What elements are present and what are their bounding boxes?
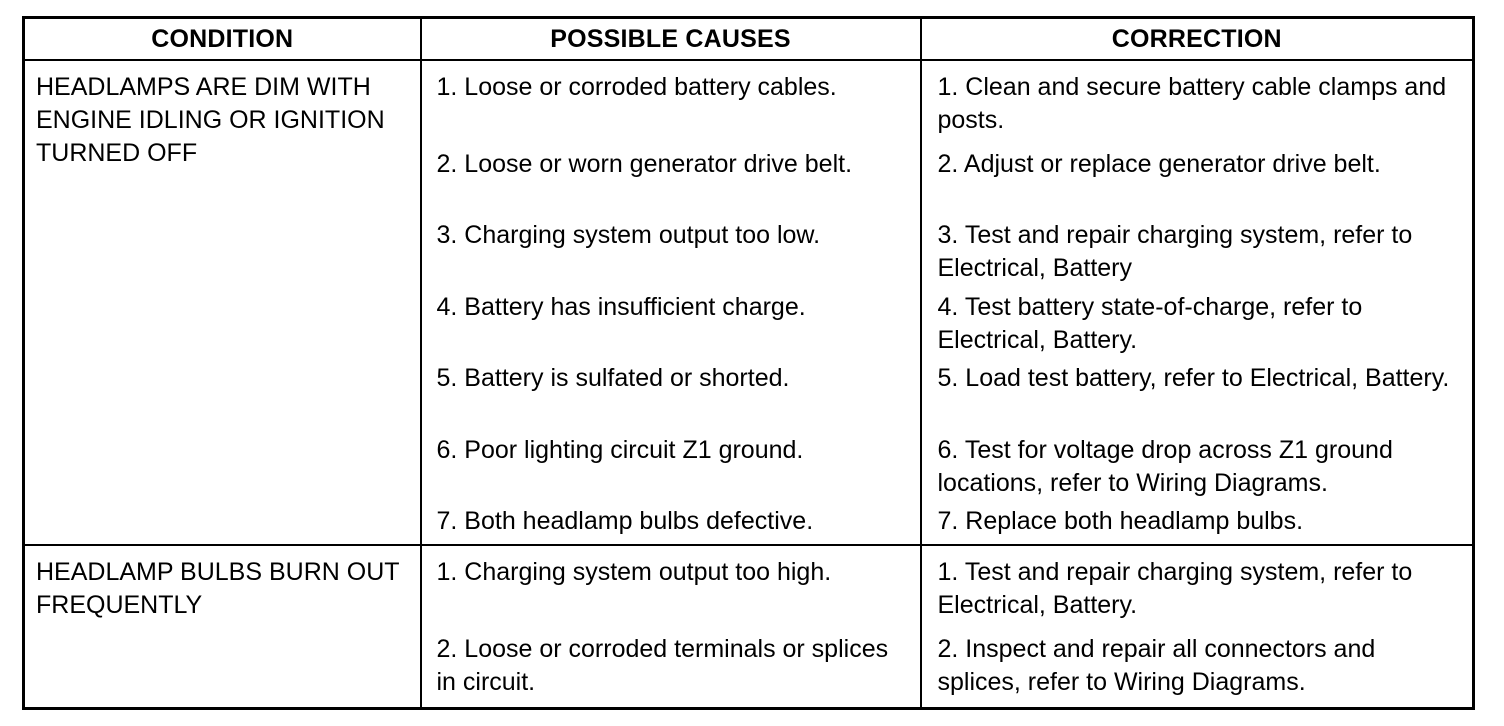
correction-cell: 1. Clean and secure battery cable clamps and posts. xyxy=(921,60,1474,148)
condition-cell: HEADLAMP BULBS BURN OUT FREQUENTLY xyxy=(24,545,421,708)
correction-cell: 1. Test and repair charging system, refer to Electrical, Battery. xyxy=(921,545,1474,633)
correction-cell: 5. Load test battery, refer to Electrical, Battery. xyxy=(921,362,1474,434)
cause-cell: 3. Charging system output too low. xyxy=(421,219,921,291)
table-body xyxy=(24,60,1474,709)
condition-cell: HEADLAMPS ARE DIM WITH ENGINE IDLING OR IGNITION TURNED OFF xyxy=(24,60,421,545)
correction-cell: 2. Inspect and repair all connectors and splices, refer to Wiring Diagrams. xyxy=(921,633,1474,708)
diagnosis-table xyxy=(22,16,1475,710)
header-correction: CORRECTION xyxy=(921,18,1474,61)
table-row xyxy=(24,545,1474,633)
table-header xyxy=(24,18,1474,61)
cause-cell: 6. Poor lighting circuit Z1 ground. xyxy=(421,434,921,505)
cause-cell: 5. Battery is sulfated or shorted. xyxy=(421,362,921,434)
header-condition: CONDITION xyxy=(24,18,421,61)
correction-cell: 3. Test and repair charging system, refer to Electrical, Battery xyxy=(921,219,1474,291)
cause-cell: 7. Both headlamp bulbs defective. xyxy=(421,505,921,546)
correction-cell: 4. Test battery state-of-charge, refer to Electrical, Battery. xyxy=(921,291,1474,362)
cause-cell: 1. Charging system output too high. xyxy=(421,545,921,633)
cause-cell: 4. Battery has insufficient charge. xyxy=(421,291,921,362)
correction-cell: 2. Adjust or replace generator drive belt. xyxy=(921,148,1474,219)
correction-cell: 6. Test for voltage drop across Z1 ground locations, refer to Wiring Diagrams. xyxy=(921,434,1474,505)
header-row xyxy=(24,18,1474,61)
cause-cell: 2. Loose or corroded terminals or splices in circuit. xyxy=(421,633,921,708)
header-possible-causes: POSSIBLE CAUSES xyxy=(421,18,921,61)
correction-cell: 7. Replace both headlamp bulbs. xyxy=(921,505,1474,546)
table-row xyxy=(24,60,1474,148)
cause-cell: 1. Loose or corroded battery cables. xyxy=(421,60,921,148)
cause-cell: 2. Loose or worn generator drive belt. xyxy=(421,148,921,219)
